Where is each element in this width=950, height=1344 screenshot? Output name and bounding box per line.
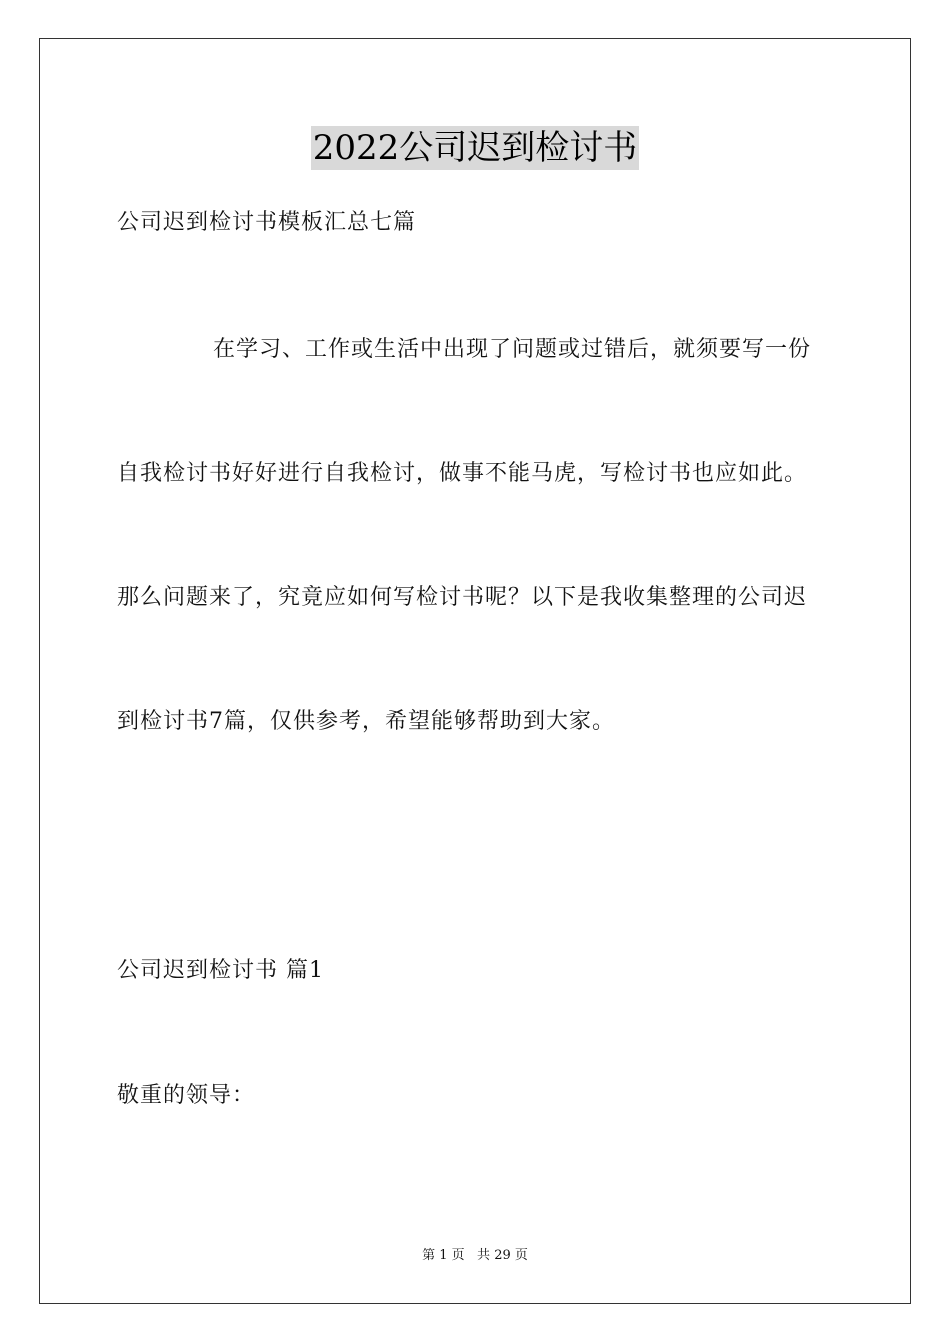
paragraph-line: 在学习、工作或生活中出现了问题或过错后，就须要写一份 bbox=[213, 337, 812, 362]
paragraph-line: 到检讨书7篇，仅供参考，希望能够帮助到大家。 bbox=[117, 709, 615, 734]
document-subtitle: 公司迟到检讨书模板汇总七篇 bbox=[117, 210, 417, 235]
title-container bbox=[0, 126, 950, 170]
page-number-footer: 第 1 页 共 29 页 bbox=[422, 1248, 528, 1263]
paragraph-line: 自我检讨书好好进行自我检讨，做事不能马虎，写检讨书也应如此。 bbox=[117, 461, 808, 486]
paragraph-line: 那么问题来了，究竟应如何写检讨书呢？以下是我收集整理的公司迟 bbox=[117, 585, 808, 610]
document-title: 2022公司迟到检讨书 bbox=[312, 128, 638, 168]
salutation: 敬重的领导： bbox=[117, 1083, 256, 1108]
section-heading: 公司迟到检讨书 篇1 bbox=[117, 958, 324, 983]
